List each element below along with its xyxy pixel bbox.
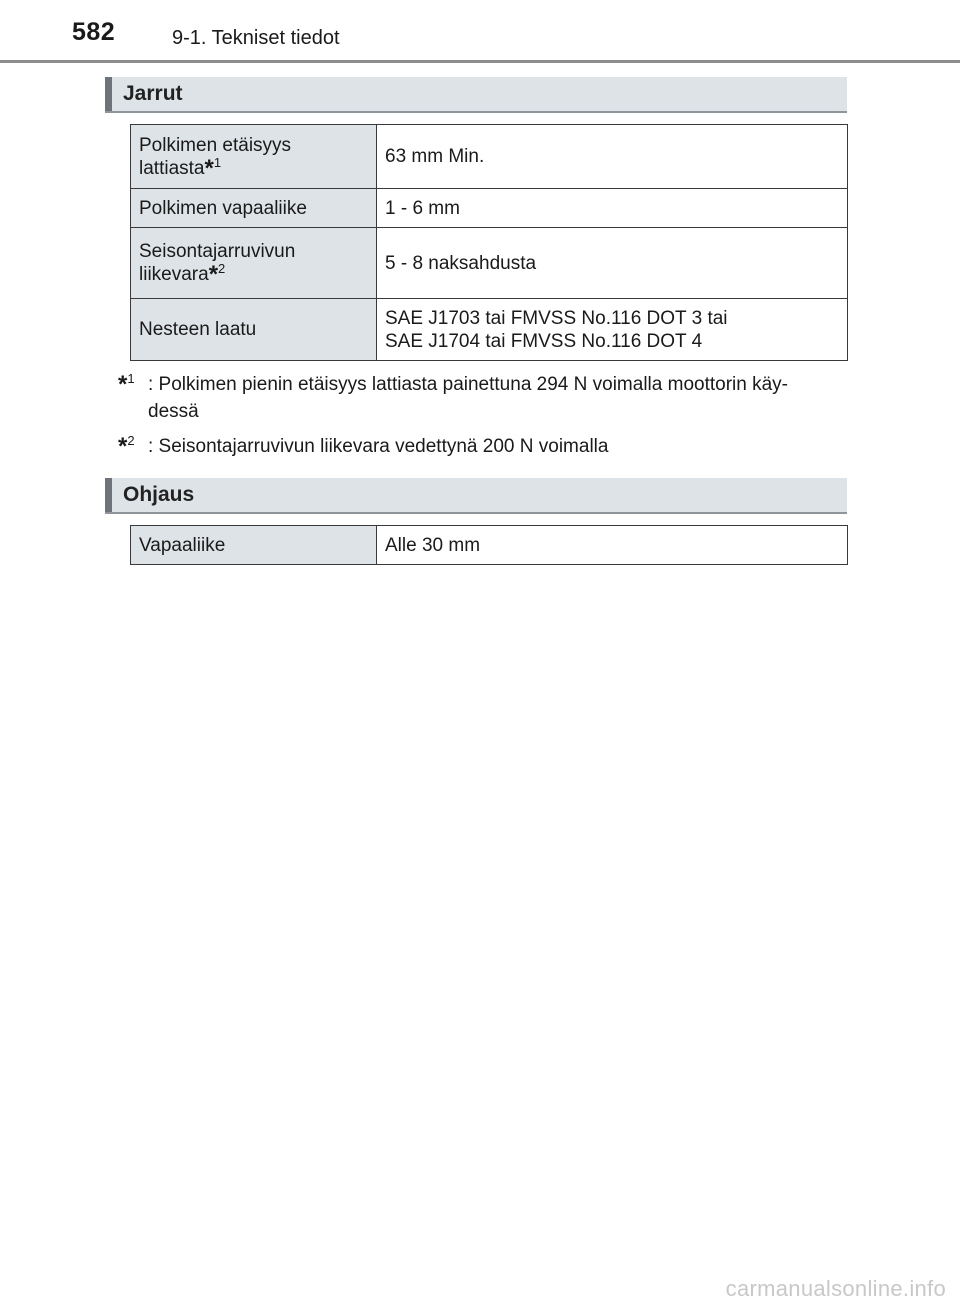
watermark: carmanualsonline.info (725, 1276, 946, 1301)
steering-spec-table (130, 525, 848, 565)
header-rule (0, 60, 960, 63)
footnote-ref: 1 (213, 154, 222, 170)
spec-value: 5 - 8 naksahdusta (377, 228, 848, 299)
section-title: Jarrut (123, 82, 183, 105)
chapter-title: 9-1. Tekniset tiedot (172, 27, 340, 49)
spec-key: Nesteen laatu (131, 299, 377, 361)
table-row (131, 526, 848, 565)
section-heading-ohjaus (105, 478, 847, 514)
footnote-number: 1 (127, 371, 135, 386)
spec-value: 1 - 6 mm (377, 189, 848, 228)
spec-key: Polkimen etäisyys lattiasta*$^1$ (131, 125, 377, 189)
section-title: Ohjaus (123, 483, 195, 506)
table-row (131, 125, 848, 189)
page-number: 582 (72, 18, 116, 46)
spec-key: Polkimen vapaaliike (131, 189, 377, 228)
section-accent (105, 478, 112, 512)
section-heading-jarrut (105, 77, 847, 113)
footnote-number: 2 (127, 433, 135, 448)
footnote-2: *$^2$ : Seisontajarruvivun liikevara vedettynä 200 N voimalla (118, 433, 609, 460)
table-row (131, 189, 848, 228)
spec-key: Vapaaliike (131, 526, 377, 565)
spec-value: 63 mm Min. (377, 125, 848, 189)
spec-value: SAE J1703 tai FMVSS No.116 DOT 3 tai SAE J1704 tai FMVSS No.116 DOT 4 (377, 299, 848, 361)
footnote-star: * (118, 371, 128, 398)
table-row (131, 299, 848, 361)
footnote-star: * (208, 261, 219, 288)
page-header (0, 0, 960, 62)
footnote-star: * (118, 433, 128, 460)
section-accent (105, 77, 112, 111)
brakes-spec-table (130, 124, 848, 361)
footnote-ref: 2 (218, 261, 226, 276)
spec-key: Seisontajarruvivun liikevara*$^2$ (131, 228, 377, 299)
spec-value: Alle 30 mm (377, 526, 848, 565)
footnote-1: *$^1$ : Polkimen pienin etäisyys lattiasta painettuna 294 N voimalla moottorin käy- dessä (118, 371, 788, 422)
table-row (131, 228, 848, 299)
footnote-star: * (204, 154, 214, 182)
